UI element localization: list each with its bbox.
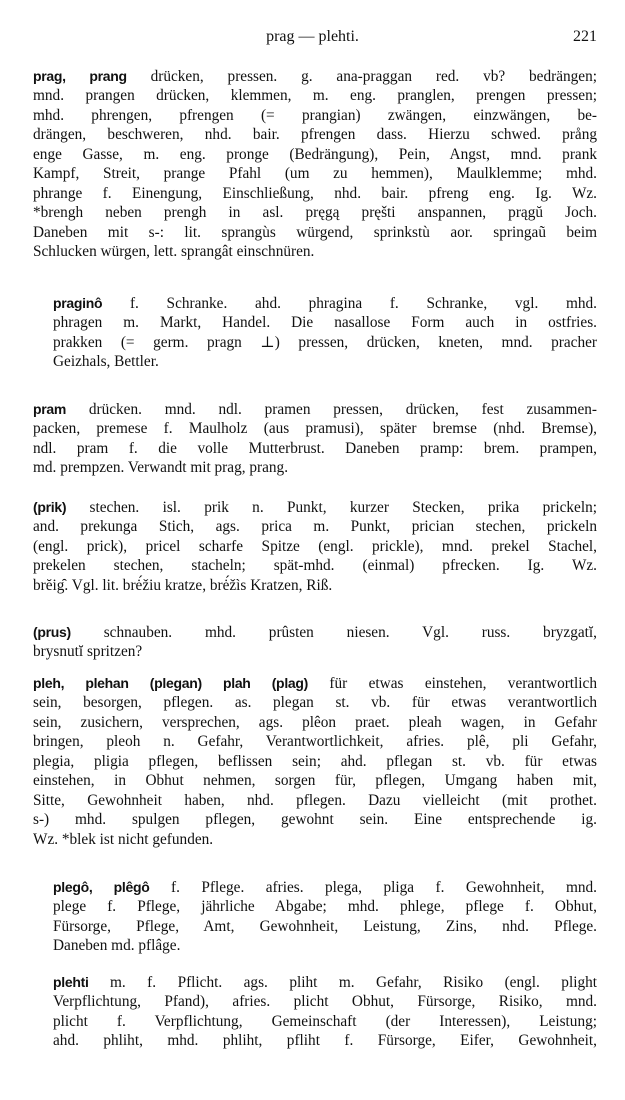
entry-line (33, 623, 597, 642)
entry-text: brysnutĭ spritzen? (33, 643, 143, 661)
entry-text: and. prekunga Stich, ags. prica m. Punkt, prician stechen, prickeln (33, 518, 597, 536)
entry-line (33, 517, 597, 536)
entry-text: f. Pflege. afries. plega, pliga f. Gewohnheit, mnd. (149, 879, 597, 896)
entry-text: mnd. prangen drücken, klemmen, m. eng. pranglen, prengen pressen; (33, 87, 597, 105)
entry-text: ndl. pram f. die volle Mutterbrust. Daneben pramp: brem. prampen, (33, 439, 597, 457)
entry-text: Wz. *blek ist nicht gefunden. (33, 830, 214, 848)
entry-text: packen, premese f. Maulholz (aus pramusi), später bremse (nhd. Bremse), (33, 420, 597, 438)
entry-text: Sitte, Gewohnheit haben, nhd. pflegen. Dazu vielleicht (mit prothet. (33, 791, 597, 809)
entry-line (33, 106, 597, 125)
entry-text: ahd. phliht, mhd. phliht, pfliht f. Fürsorge, Eifer, Gewohnheit, (53, 1032, 597, 1050)
entry-text: f. Schranke. ahd. phragina f. Schranke, vgl. mhd. (102, 295, 597, 312)
entry-text: bringen, pleoh n. Gefahr, Verantwortlichkeit, afries. plê, pli Gefahr, (33, 733, 597, 751)
entry-text: brĕig̑. Vgl. lit. brė́žiu kratze, brė́žìs Kratzen, Riß. (33, 576, 333, 594)
entry-line (33, 576, 597, 595)
entry-line (33, 145, 597, 164)
entry-line (33, 642, 597, 661)
entry-line (33, 439, 597, 458)
entry-text: enge Gasse, m. eng. pronge (Bedrängung), Pein, Angst, mnd. prank (33, 145, 597, 163)
entry-line (33, 86, 597, 105)
entry-headword: pram (33, 401, 67, 417)
page-number: 221 (573, 28, 597, 45)
entry-line (33, 556, 597, 575)
entry-line (33, 125, 597, 144)
entry-text: sein, zusichern, versprechen, ags. plêon praet. pleah wagen, in Gefahr (33, 713, 597, 731)
entry-text: Daneben mit s-: lit. sprangùs würgend, sprinkstù aor. springaũ beim (33, 223, 597, 241)
entry-line (53, 352, 597, 371)
entry-headword: praginô (53, 295, 103, 311)
entry-line (33, 164, 597, 183)
entry-line (33, 184, 597, 203)
entry-text: plicht f. Verpflichtung, Gemeinschaft (der Interessen), Leistung; (53, 1012, 597, 1030)
entry-text: phrange f. Einengung, Einschließung, nhd. bair. pfreng eng. Ig. Wz. (33, 184, 597, 202)
entry-text: md. prempzen. Verwandt mit prag, prang. (33, 459, 289, 477)
entry-text: Geizhals, Bettler. (53, 353, 159, 371)
entry-line (53, 897, 597, 916)
entry-text: Schlucken würgen, lett. sprangât einschnüren. (33, 243, 315, 261)
entry-line (33, 498, 597, 517)
entry-line (53, 313, 597, 332)
entry-line (33, 242, 597, 261)
entry-headword: plehti (53, 974, 89, 990)
entry-line (53, 917, 597, 936)
entry-text: Fürsorge, Pflege, Amt, Gewohnheit, Leistung, Zins, nhd. Pflege. (53, 917, 597, 935)
entry-line (53, 1031, 597, 1050)
entry-text: s-) mhd. spulgen pflegen, gewohnt sein. Eine entsprechende ig. (33, 811, 597, 829)
entry-line (53, 936, 597, 955)
entry-line (53, 333, 597, 352)
entry-text: Kampf, Streit, prange Pfahl (um zu hemmen), Maulklemme; mhd. (33, 165, 597, 183)
entry-text: (engl. prick), pricel scharfe Spitze (engl. prickle), mnd. prekel Stachel, (33, 537, 597, 555)
entry-text: für etwas einstehen, verantwortlich (308, 675, 597, 692)
entry-text: *brengh neben prengh in asl. pręgą pręšti anspannen, prągŭ Joch. (33, 204, 597, 222)
entry-line (33, 67, 597, 86)
entry-line (33, 830, 597, 849)
entry-line (33, 732, 597, 751)
entry-text: schnauben. mhd. prûsten niesen. Vgl. russ. bryzgatĭ, (70, 624, 597, 641)
entry-line (33, 203, 597, 222)
entry-text: drängen, beschweren, nhd. bair. pfrengen dass. Hierzu schwed. prång (33, 126, 597, 144)
entry-headword: (prus) (33, 624, 71, 640)
entry-headword: pleh, plehan (plegan) plah (plag) (33, 675, 309, 691)
entry-line (53, 878, 597, 897)
entry-line (33, 419, 597, 438)
entry-line (33, 752, 597, 771)
entry-text: Daneben md. pflâge. (53, 937, 181, 955)
entry-text: mhd. phrengen, pfrengen (= prangian) zwängen, einzwängen, be- (33, 106, 597, 124)
entry-text: phragen m. Markt, Handel. Die nasallose Form auch in ostfries. (53, 314, 597, 332)
entry-text: stechen. isl. prik n. Punkt, kurzer Stecken, prika prickeln; (66, 499, 597, 516)
entry-text: m. f. Pflicht. ags. pliht m. Gefahr, Risiko (engl. plight (88, 974, 597, 991)
entry-line (53, 294, 597, 313)
entry-line (33, 771, 597, 790)
entry-headword: (prik) (33, 499, 67, 515)
running-head: prag — plehti. (266, 28, 359, 45)
entry-text: prakken (= germ. pragn ⊥) pressen, drücken, kneten, mnd. pracher (53, 333, 597, 351)
entry-line (33, 400, 597, 419)
entry-text: drücken, pressen. g. ana-praggan red. vb? bedrängen; (126, 68, 597, 85)
entry-line (53, 973, 597, 992)
entry-line (33, 810, 597, 829)
entry-text: prekelen stechen, stacheln; spät-mhd. (einmal) pfrecken. Ig. Wz. (33, 557, 597, 575)
entry-text: sein, besorgen, pflegen. as. plegan st. vb. für etwas verantwortlich (33, 694, 597, 712)
entry-line (53, 992, 597, 1011)
entry-text: plege f. Pflege, jährliche Abgabe; mhd. phlege, pflege f. Obhut, (53, 898, 597, 916)
entry-headword: prag, prang (33, 68, 127, 84)
entry-text: Verpflichtung, Pfand), afries. plicht Obhut, Fürsorge, Risiko, mnd. (53, 993, 597, 1011)
entry-headword: plegô, plêgô (53, 879, 150, 895)
entry-line (33, 713, 597, 732)
entry-text: einstehen, in Obhut nehmen, sorgen für, pflegen, Umgang haben mit, (33, 772, 597, 790)
entry-line (33, 791, 597, 810)
entry-line (33, 537, 597, 556)
entry-line (33, 674, 597, 693)
entry-line (53, 1012, 597, 1031)
entry-line (33, 458, 597, 477)
entry-line (33, 693, 597, 712)
entry-text: plegia, pligia pflegen, beflissen sein; ahd. pflegan st. vb. für etwas (33, 752, 597, 770)
entry-text: drücken. mnd. ndl. pramen pressen, drücken, fest zusammen- (66, 401, 597, 418)
entry-line (33, 223, 597, 242)
